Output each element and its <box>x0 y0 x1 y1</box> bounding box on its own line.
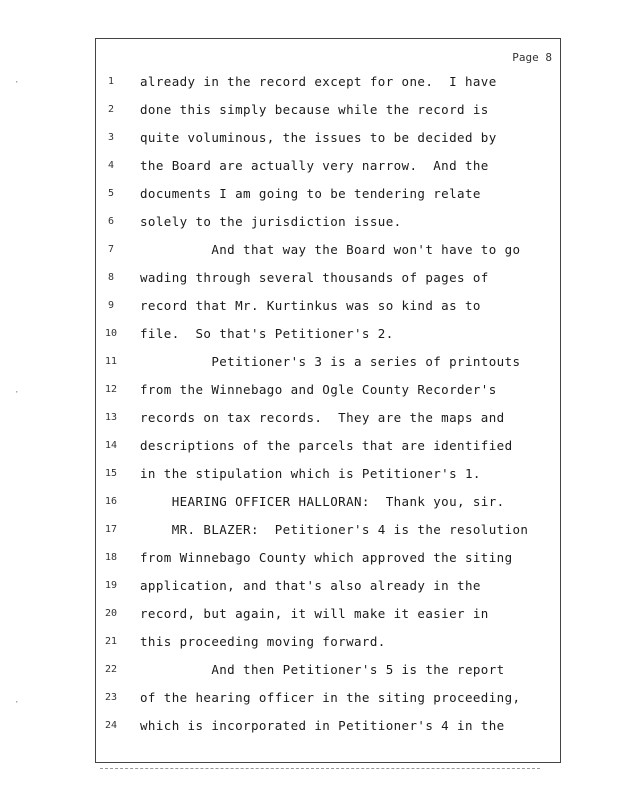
line-text: done this simply because while the record is <box>140 102 489 117</box>
line-number: 18 <box>104 552 118 563</box>
line-number: 15 <box>104 468 118 479</box>
line-number: 8 <box>107 272 115 283</box>
line-text: And that way the Board won't have to go <box>140 242 521 257</box>
line-number: 12 <box>104 384 118 395</box>
footer-rule <box>100 768 540 769</box>
line-text: already in the record except for one. I have <box>140 74 497 89</box>
line-text: wading through several thousands of pages of <box>140 270 489 285</box>
line-number: 3 <box>107 132 115 143</box>
line-number: 16 <box>104 496 118 507</box>
line-text: of the hearing officer in the siting proceeding, <box>140 690 521 705</box>
line-number: 4 <box>107 160 115 171</box>
line-number: 1 <box>107 76 115 87</box>
line-text: MR. BLAZER: Petitioner's 4 is the resolution <box>140 522 529 537</box>
line-text: from Winnebago County which approved the siting <box>140 550 513 565</box>
line-number: 22 <box>104 664 118 675</box>
line-number: 13 <box>104 412 118 423</box>
line-number: 20 <box>104 608 118 619</box>
transcript-page <box>95 38 561 763</box>
line-number: 21 <box>104 636 118 647</box>
margin-tick: · <box>14 698 20 708</box>
line-text: solely to the jurisdiction issue. <box>140 214 402 229</box>
line-text: in the stipulation which is Petitioner's 1. <box>140 466 481 481</box>
line-text: application, and that's also already in the <box>140 578 481 593</box>
page-number-label: Page 8 <box>512 51 552 64</box>
line-text: Petitioner's 3 is a series of printouts <box>140 354 521 369</box>
line-text: records on tax records. They are the maps and <box>140 410 505 425</box>
line-number: 9 <box>107 300 115 311</box>
line-text: the Board are actually very narrow. And the <box>140 158 489 173</box>
line-text: quite voluminous, the issues to be decided by <box>140 130 497 145</box>
line-text: this proceeding moving forward. <box>140 634 386 649</box>
margin-tick: · <box>14 388 20 398</box>
line-number: 10 <box>104 328 118 339</box>
line-text: record that Mr. Kurtinkus was so kind as to <box>140 298 481 313</box>
line-text: from the Winnebago and Ogle County Recorder's <box>140 382 497 397</box>
line-text: And then Petitioner's 5 is the report <box>140 662 505 677</box>
line-text: file. So that's Petitioner's 2. <box>140 326 394 341</box>
line-text: documents I am going to be tendering relate <box>140 186 481 201</box>
line-number: 14 <box>104 440 118 451</box>
line-number: 19 <box>104 580 118 591</box>
line-number: 2 <box>107 104 115 115</box>
line-number: 6 <box>107 216 115 227</box>
line-text: HEARING OFFICER HALLORAN: Thank you, sir. <box>140 494 505 509</box>
line-text: descriptions of the parcels that are identified <box>140 438 513 453</box>
line-number: 24 <box>104 720 118 731</box>
line-number: 5 <box>107 188 115 199</box>
line-number: 7 <box>107 244 115 255</box>
line-text: which is incorporated in Petitioner's 4 in the <box>140 718 505 733</box>
margin-tick: · <box>14 78 20 88</box>
line-number: 23 <box>104 692 118 703</box>
line-text: record, but again, it will make it easier in <box>140 606 489 621</box>
line-number: 11 <box>104 356 118 367</box>
line-number: 17 <box>104 524 118 535</box>
